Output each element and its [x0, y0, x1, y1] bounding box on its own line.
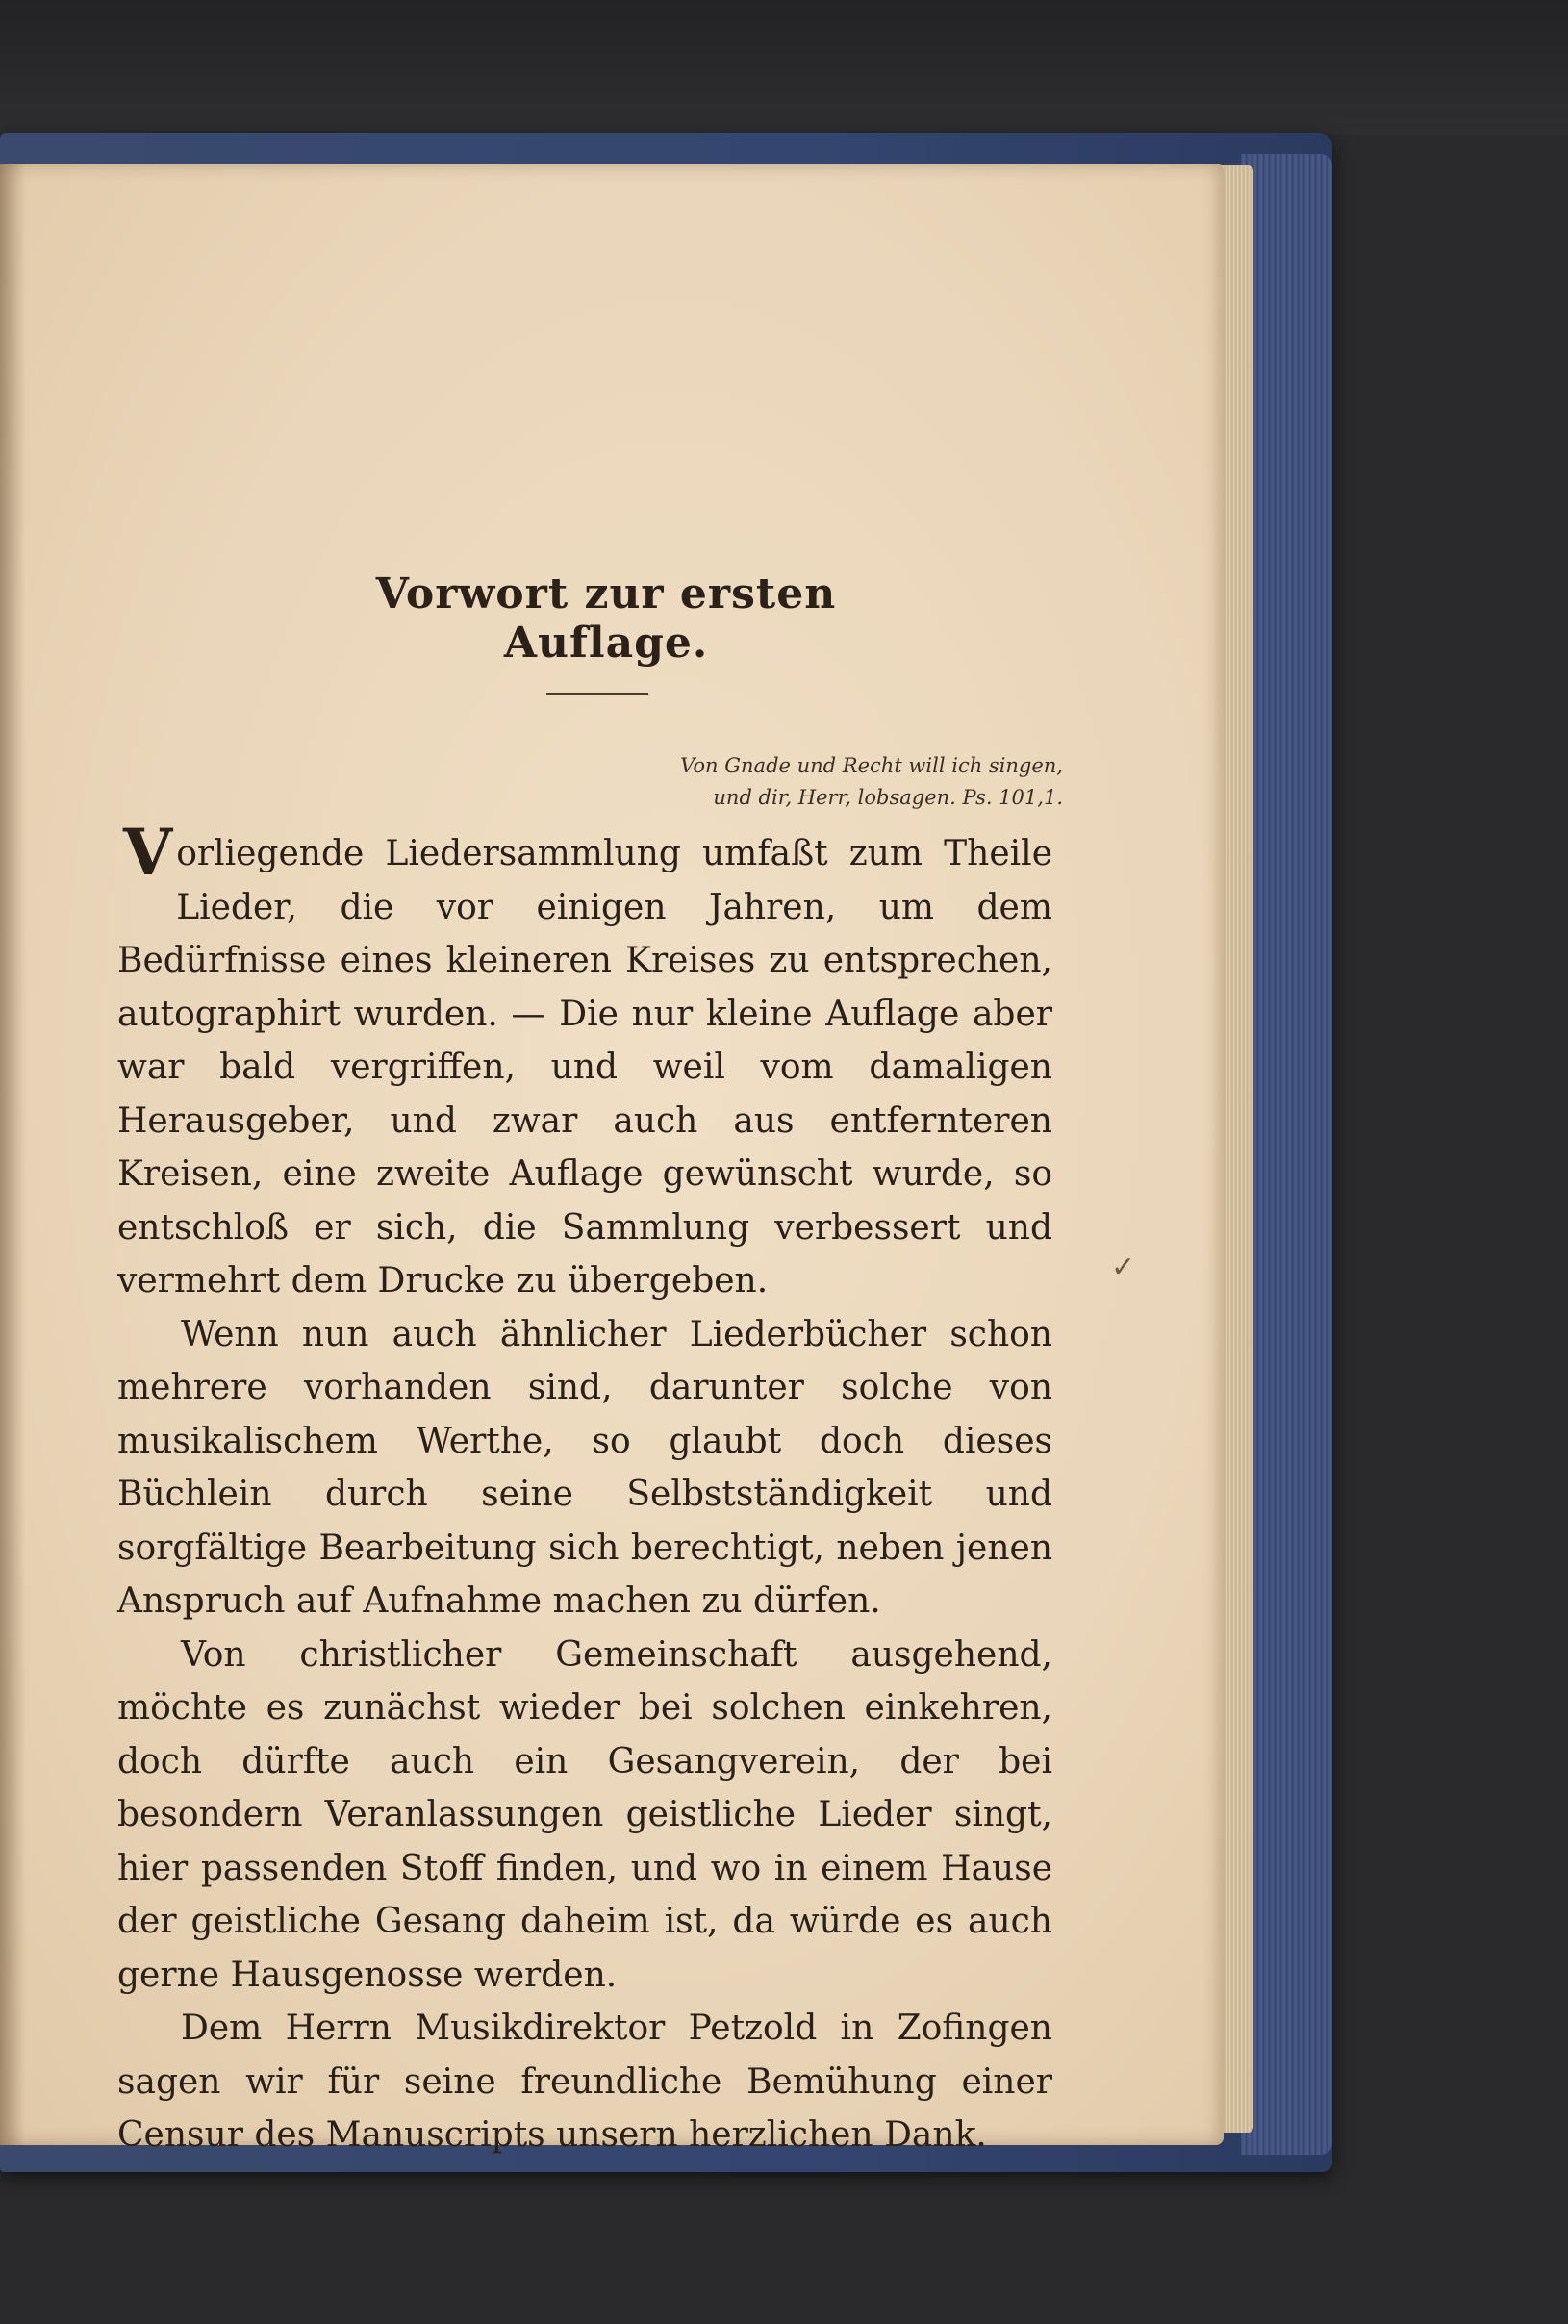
pencil-mark: ✓	[1111, 1250, 1136, 1284]
paragraph-1	[117, 815, 1052, 1308]
epigraph-line-1: Von Gnade und Recht will ich singen,	[680, 754, 1063, 777]
epigraph-line-2: und dir, Herr, lobsagen. Ps. 101,1.	[713, 786, 1063, 809]
spine-shadow	[0, 164, 25, 2145]
epigraph	[539, 750, 1063, 814]
body-text	[117, 815, 1052, 2162]
paragraph-1-text: orliegende Liedersammlung umfaßt zum Theile Lieder, die vor einigen Jahren, um dem Bedürfnisse eines kleineren Kreises zu entsprechen, autographirt wurden. — Die nur kleine Auflage aber war bald vergriffen, und weil vom damaligen Herausgeber, und zwar auch aus entfernteren Kreisen, eine zweite Auflage gewünscht wurde, so entschloß er sich, die Sammlung verbessert und vermehrt dem Drucke zu übergeben.	[117, 834, 1052, 1301]
paragraph-4: Dem Herrn Musikdirektor Petzold in Zofingen sagen wir für seine freundliche Bemühung einer Censur des Manuscripts unsern herzlichen Dank.	[117, 2008, 1052, 2155]
paragraph-3: Von christlicher Gemeinschaft ausgehend, möchte es zunächst wieder bei solchen einkehren, doch dürfte auch ein Gesangverein, der bei besondern Veranlassungen geistliche Lieder singt, hier passenden Stoff finden, und wo in einem Hause der geistliche Gesang daheim ist, da würde es auch gerne Hausgenosse werden.	[117, 1634, 1052, 1995]
page-heading: Vorwort zur ersten Auflage.	[375, 569, 837, 668]
heading-divider	[546, 693, 648, 695]
paragraph-2: Wenn nun auch ähnlicher Liederbücher schon mehrere vorhanden sind, darunter solche von musikalischem Werthe, so glaubt doch dieses Büchlein durch seine Selbstständigkeit und sorgfältige Bearbeitung sich berechtigt, neben jenen Anspruch auf Aufnahme machen zu dürfen.	[117, 1314, 1052, 1621]
drop-cap: V	[123, 815, 173, 890]
book-cover-edge	[1241, 154, 1332, 2155]
background-surface	[0, 0, 1568, 135]
